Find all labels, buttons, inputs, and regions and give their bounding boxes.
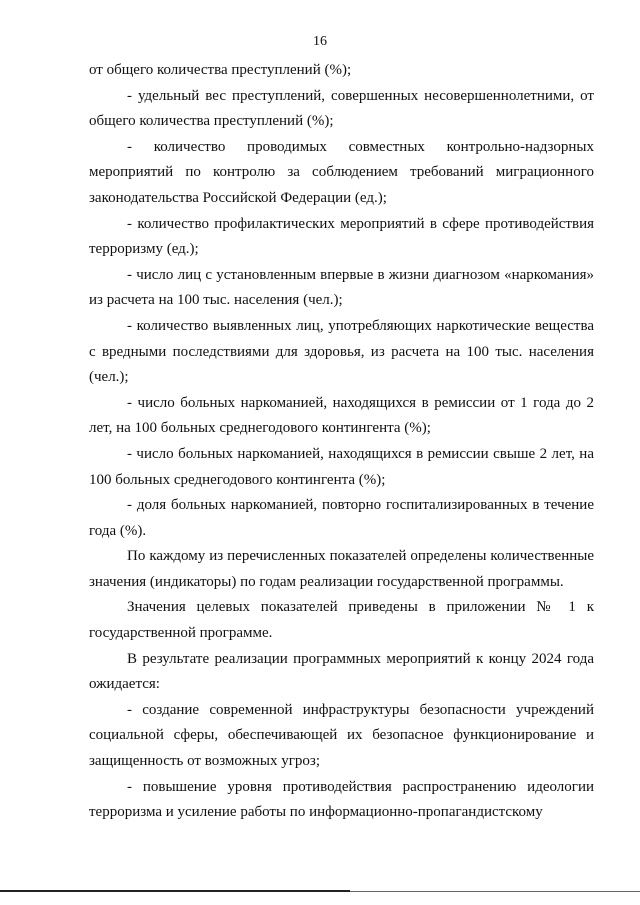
paragraph-12: В результате реализации программных мероприятий к концу 2024 года ожидается: <box>89 650 594 693</box>
paragraph-5: - число лиц с установленным впервые в жизни диагнозом «наркомания» из расчета на 100 тыс. населения (чел.); <box>89 266 594 309</box>
paragraph-10: По каждому из перечисленных показателей определены количественные значения (индикаторы) по годам реализации государственной программы. <box>89 548 594 590</box>
paragraph-6: - количество выявленных лиц, употребляющих наркотические вещества с вредными последствиями для здоровья, из расчета на 100 тыс. населения (чел.); <box>89 317 594 386</box>
paragraph-11: Значения целевых показателей приведены в приложении № 1 к государственной программе. <box>89 599 594 642</box>
paragraph-4: - количество профилактических мероприятий в сфере противодействия терроризму (ед.); <box>89 215 594 258</box>
document-body <box>89 58 594 826</box>
paragraph-8: - число больных наркоманией, находящихся в ремиссии свыше 2 лет, на 100 больных среднегодового контингента (%); <box>89 445 594 488</box>
paragraph-1: от общего количества преступлений (%); <box>89 62 352 78</box>
paragraph-7: - число больных наркоманией, находящихся в ремиссии от 1 года до 2 лет, на 100 больных среднегодового контингента (%); <box>89 394 594 437</box>
paragraph-9: - доля больных наркоманией, повторно госпитализированных в течение года (%). <box>89 497 594 539</box>
paragraph-2: - удельный вес преступлений, совершенных несовершеннолетними, от общего количества преступлений (%); <box>89 87 594 130</box>
scan-edge-line <box>0 890 350 892</box>
paragraph-14: - повышение уровня противодействия распространению идеологии терроризма и усиление работы по информационно-пропагандистскому <box>89 778 594 821</box>
scan-edge-line-faint <box>350 891 640 892</box>
paragraph-3: - количество проводимых совместных контрольно-надзорных мероприятий по контролю за соблюдением требований миграционного законодательства Российской Федерации (ед.); <box>89 138 594 206</box>
page-number: 16 <box>313 34 327 49</box>
paragraph-13: - создание современной инфраструктуры безопасности учреждений социальной сферы, обеспечивающей их безопасное функционирование и защищенность от возможных угроз; <box>89 701 594 770</box>
